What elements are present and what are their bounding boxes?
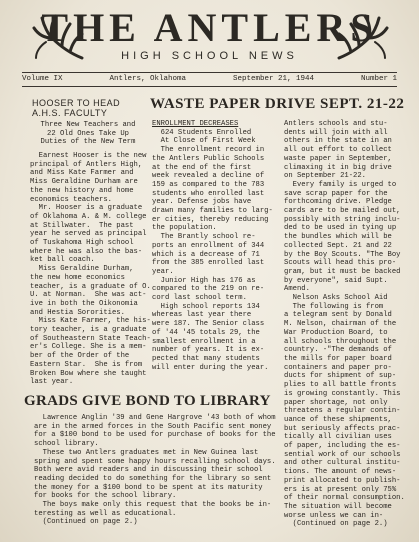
- headline-line: HOOSER TO HEAD: [32, 98, 121, 108]
- text-line: at the end of the first: [152, 163, 252, 172]
- text-line: dents will join with all: [284, 128, 388, 137]
- text-line: spring and spent some happy hours recalling school days.: [34, 457, 276, 466]
- text-line: last year.: [30, 378, 74, 387]
- text-line: the population.: [152, 224, 217, 233]
- text-line: and Hestia Sororities.: [30, 308, 125, 317]
- text-line: forthcoming drive. Pledge: [284, 198, 392, 207]
- text-line: are in the armed forces in the South Pacific sent money: [34, 422, 272, 431]
- text-line: ber of the Order of the: [30, 352, 130, 361]
- text-line: tions. The amount of news-: [284, 468, 397, 477]
- text-line: pected that many students: [152, 354, 260, 363]
- text-line: ducts for shipment of sup-: [284, 372, 397, 381]
- text-line: Every family is urged to: [284, 180, 397, 189]
- text-line: the new history and home: [30, 186, 134, 195]
- text-line: Scouts will head this pro-: [284, 259, 397, 268]
- text-line: Junior High has 176 as: [152, 276, 256, 285]
- text-line: the bundles which will be: [284, 233, 392, 242]
- text-line: teresting as well as educational.: [34, 509, 177, 518]
- text-line: ENROLLMENT DECREASES: [152, 120, 239, 128]
- text-line: ket ball coach.: [30, 256, 95, 265]
- text-line: at Stillwater. The past: [30, 221, 134, 230]
- text-line: of '44 '45 totals 29, the: [152, 328, 260, 337]
- text-line: but seriously affects prac-: [284, 424, 401, 433]
- text-line: threatens a regular contin-: [284, 407, 401, 416]
- text-line: which is a decrease of 71: [152, 250, 260, 259]
- text-line: compared to the 219 on re-: [152, 285, 265, 294]
- masthead-subtitle: HIGH SCHOOL NEWS: [121, 50, 298, 62]
- text-line: teacher, is a graduate of O.: [30, 282, 151, 291]
- text-line: economics teachers.: [30, 195, 112, 204]
- text-line: and other cultural institu-: [284, 459, 401, 468]
- text-line: save scrap paper for the: [284, 189, 388, 198]
- text-line: 159 as compared to the 783: [152, 180, 265, 189]
- text-line: ports an enrollment of 344: [152, 241, 265, 250]
- text-line: At Close of First Week: [152, 137, 256, 146]
- masthead-rule-top: [22, 72, 397, 73]
- text-line: of Oklahoma A. & M. college: [30, 212, 147, 221]
- text-line: gram, but it must be backed: [284, 267, 401, 276]
- text-line: will enter during the year.: [152, 363, 269, 372]
- text-line: High school reports 134: [152, 302, 260, 311]
- text-line: for books for the school library.: [34, 492, 177, 501]
- text-line: Broken Bow where she taught: [30, 369, 147, 378]
- text-line: where he was also the bas-: [30, 247, 143, 256]
- text-line: Eastern Star. She is from: [30, 360, 143, 369]
- text-line: (Continued on page 2.): [284, 520, 388, 529]
- masthead-title: THE ANTLERS: [41, 5, 378, 50]
- text-line: The boys make only this request that the books be in-: [34, 501, 272, 510]
- text-line: Miss Kate Farmer, the his-: [30, 317, 151, 326]
- text-line: collected Sept. 21 and 22: [284, 241, 392, 250]
- text-line: The situation will become: [284, 502, 392, 511]
- place: Antlers, Oklahoma: [109, 75, 186, 83]
- text-line: a telegram sent by Donald: [284, 311, 392, 320]
- text-line: 624 Students Enrolled: [152, 128, 252, 137]
- text-line: and Miss Kate Farmer and: [30, 169, 134, 178]
- text-line: from the 385 enrolled last: [152, 259, 265, 268]
- waste-paper-headline: WASTE PAPER DRIVE SEPT. 21-22: [150, 96, 405, 112]
- text-line: reading decided to do something for the library so sent: [34, 474, 272, 483]
- text-line: is growing constantly. This: [284, 389, 401, 398]
- subhead-line: Three New Teachers and: [40, 121, 136, 129]
- text-line: ive in both the Oikonomia: [30, 299, 138, 308]
- text-line: sential work of our schools: [284, 450, 401, 459]
- text-line: These two Antlers graduates met in New Guinea last: [34, 448, 259, 457]
- text-line: containers and paper pro-: [284, 363, 392, 372]
- text-line: cards are to be mailed out,: [284, 207, 401, 216]
- text-line: cord last school term.: [152, 294, 247, 303]
- text-line: drawn many families to larg-: [152, 207, 273, 216]
- subhead-line: Duties of the New Term: [40, 138, 136, 147]
- antler-icon: [327, 12, 389, 62]
- text-line: possibly with string inclu-: [284, 215, 401, 224]
- grads-headline: GRADS GIVE BOND TO LIBRARY: [24, 393, 271, 409]
- hoosier-article-body: [30, 152, 150, 387]
- text-line: by everyone", said Supt.: [284, 276, 388, 285]
- masthead: [22, 4, 397, 68]
- waste-paper-article: [284, 120, 410, 529]
- text-line: all out effort to collect: [284, 146, 392, 155]
- text-line: ers is at present only 75%: [284, 485, 397, 494]
- text-line: year. Defense jobs have: [152, 198, 252, 207]
- issue-info-bar: [22, 75, 397, 83]
- headline-line: A.H.S. FACULTY: [32, 108, 108, 118]
- hoosier-headline: [32, 98, 120, 118]
- text-line: the Antlers Public Schools: [152, 154, 265, 163]
- text-line: Lawrence Anglin '39 and Gene Hargrove '43 both of whom: [34, 414, 276, 422]
- text-line: War Production Board, to: [284, 328, 388, 337]
- text-line: paper shortage, not only: [284, 398, 388, 407]
- text-line: tically all civilian uses: [284, 433, 392, 442]
- text-line: U. at Norman. She was act-: [30, 291, 147, 300]
- enrollment-article: [152, 120, 280, 372]
- text-line: er's College. She is a mem-: [30, 343, 147, 352]
- text-line: Miss Geraldine Durham,: [30, 265, 134, 274]
- text-line: uance of these shipments,: [284, 415, 392, 424]
- text-line: all schools throughout the: [284, 337, 397, 346]
- text-line: The following is from: [284, 302, 384, 311]
- text-line: students who enrolled last: [152, 189, 265, 198]
- text-line: waste paper in September,: [284, 154, 392, 163]
- text-line: of Tuskahoma High school: [30, 239, 134, 248]
- text-line: school library.: [34, 440, 99, 449]
- text-line: number of years. It is ex-: [152, 346, 265, 355]
- text-line: (Continued on page 2.): [34, 518, 138, 527]
- text-line: worse unless we can in-: [284, 511, 384, 520]
- text-line: of paper, including the es-: [284, 442, 401, 451]
- volume: Volume IX: [22, 75, 63, 83]
- text-line: the money for a $100 bond to be spent at its maturity: [34, 483, 263, 492]
- text-line: tory teacher, is a graduate: [30, 326, 147, 335]
- text-line: plies to all battle fronts: [284, 381, 397, 390]
- issue-date: September 21, 1944: [232, 75, 314, 83]
- text-line: were 187. The Senior class: [152, 320, 265, 329]
- text-line: principal of Antlers High,: [30, 160, 143, 169]
- text-line: others in the state in an: [284, 137, 392, 146]
- text-line: Earnest Hooser is the new: [30, 152, 147, 160]
- text-line: whereas last year there: [152, 311, 252, 320]
- text-line: climaxing it in big drive: [284, 163, 392, 172]
- text-line: by the Boy Scouts. "The Boy: [284, 250, 401, 259]
- subhead-line: 22 Old Ones Take Up: [47, 129, 129, 138]
- text-line: M. Nelson, chairman of the: [284, 320, 397, 329]
- text-line: The enrollment record in: [152, 146, 265, 155]
- text-line: Miss Geraldine Durham are: [30, 178, 138, 187]
- text-line: the new home economics: [30, 273, 125, 282]
- text-line: The Brantly school re-: [152, 233, 256, 242]
- text-line: Amend.: [284, 285, 310, 294]
- text-line: of Southeastern State Teach-: [30, 334, 151, 343]
- text-line: Mr. Hooser is a graduate: [30, 204, 143, 213]
- grads-article-body: [34, 414, 284, 527]
- text-line: country. -"The demands of: [284, 346, 392, 355]
- text-line: year.: [152, 267, 174, 276]
- text-line: print allocated to publish-: [284, 476, 401, 485]
- text-line: er cities, thereby reducing: [152, 215, 269, 224]
- text-line: of their normal consumption.: [284, 494, 405, 503]
- text-line: week revealed a decline of: [152, 172, 265, 181]
- text-line: Both were avid readers and in discussing their school: [34, 466, 263, 475]
- issue-number: Number 1: [360, 75, 397, 83]
- text-line: ded to be used in tying up: [284, 224, 397, 233]
- text-line: Nelson Asks School Aid: [284, 294, 388, 303]
- hoosier-subhead: [34, 121, 142, 147]
- text-line: the mills for paper board: [284, 354, 392, 363]
- masthead-rule-bottom: [22, 86, 397, 87]
- text-line: smallest enrollment in a: [152, 337, 256, 346]
- text-line: on September 21-22.: [284, 172, 366, 181]
- text-line: for a $100 bond to be used for purchase of books for the: [34, 431, 276, 440]
- text-line: year he served as principal: [30, 230, 147, 239]
- text-line: Antlers schools and stu-: [284, 120, 388, 128]
